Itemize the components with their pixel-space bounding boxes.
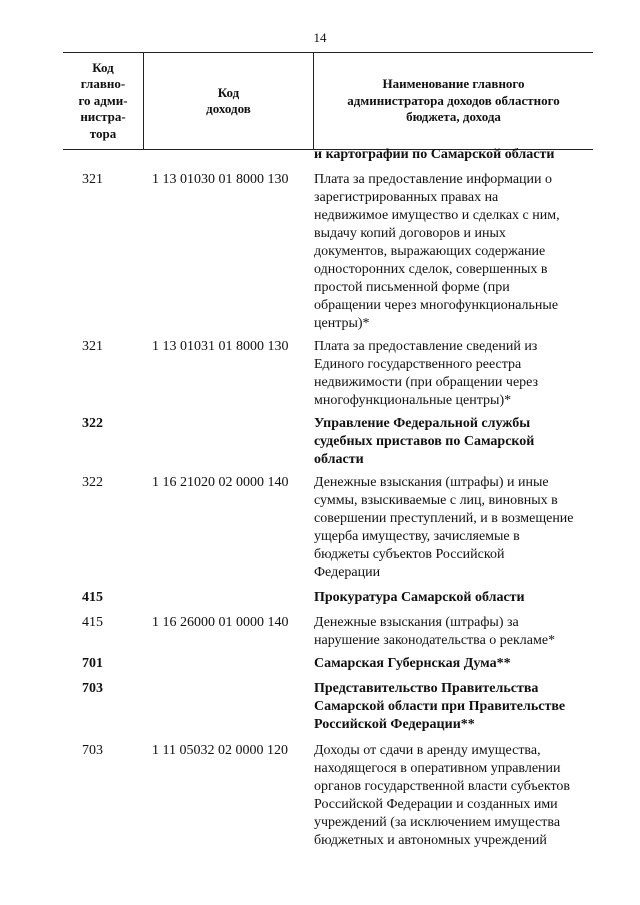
name-cell: Управление Федеральной службы судебных приставов по Самарской области [314,416,535,467]
income-code-cell: 1 13 01030 01 8000 130 [152,172,289,187]
table-header [63,52,593,150]
income-code-cell: 1 11 05032 02 0000 120 [152,743,288,758]
admin-code-cell: 322 [82,416,103,431]
income-code-cell: 1 13 01031 01 8000 130 [152,339,289,354]
page-number: 14 [313,30,327,45]
admin-code-cell: 703 [82,681,103,696]
name-cell: Доходы от сдачи в аренду имущества, находящегося в оперативном управлении органов государственной власти субъектов Российской Федерации и созданных ими учреждений (за исключением имущества бюджетных и автономных учреждений [314,743,571,848]
name-cell: Прокуратура Самарской области [314,590,525,605]
admin-code-cell: 321 [82,172,103,187]
header-name: Наименование главного администратора доходов областного бюджета, дохода [347,76,560,125]
name-cell: Представительство Правительства Самарской области при Правительстве Российской Федерации** [314,681,566,732]
name-cell: и картографии по Самарской области [314,147,555,162]
header-income-code: Код доходов [144,53,314,149]
admin-code-cell: 415 [82,590,103,605]
admin-code-cell: 703 [82,743,103,758]
header-admin-code: Код главно- го адми- нистра- тора [63,53,144,149]
admin-code-cell: 322 [82,475,103,490]
admin-code-cell: 701 [82,656,103,671]
income-code-cell: 1 16 21020 02 0000 140 [152,475,289,490]
name-cell: Денежные взыскания (штрафы) за нарушение законодательства о рекламе* [314,615,556,648]
name-cell: Плата за предоставление сведений из Единого государственного реестра недвижимости (при обращении через многофункциональные центры)* [314,339,539,408]
admin-code-cell: 321 [82,339,103,354]
name-cell: Плата за предоставление информации о зарегистрированных правах на недвижимое имущество и сделках с ним, выдачу копий договоров и иных документов, выражающих содержание односторонних сделок, совершенных в простой письменной форме (при обращении через многофункциональные центры)* [314,172,560,331]
name-cell: Самарская Губернская Дума** [314,656,511,671]
name-cell: Денежные взыскания (штрафы) и иные суммы, взыскиваемые с лиц, виновных в совершении преступлений, и в возмещение ущерба имуществу, зачисляемые в бюджеты субъектов Российской Федерации [314,475,574,580]
income-code-cell: 1 16 26000 01 0000 140 [152,615,289,630]
admin-code-cell: 415 [82,615,103,630]
